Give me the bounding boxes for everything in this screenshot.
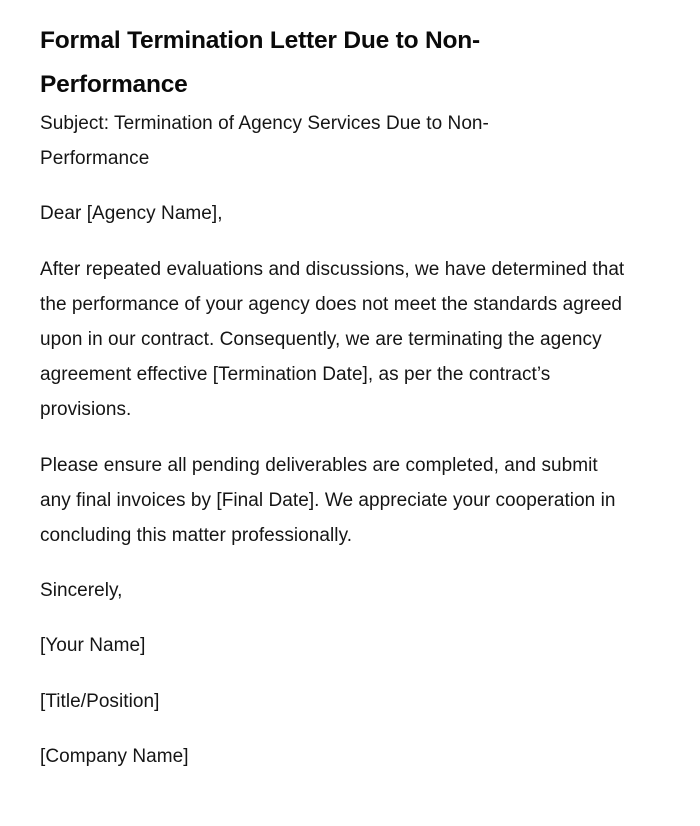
letter-salutation: Dear [Agency Name], <box>40 203 223 225</box>
signature-company: [Company Name] <box>40 745 189 767</box>
letter-body-paragraph-2: Please ensure all pending deliverables are completed, and submit any final invoices by [Final Date]. We appreciate your cooperation in concluding this matter professionally. <box>40 454 616 547</box>
signature-title: [Title/Position] <box>40 690 160 712</box>
signature-name: [Your Name] <box>40 635 146 657</box>
letter-closing: Sincerely, <box>40 580 123 602</box>
letter-subject: Subject: Termination of Agency Services Due to Non-Performance <box>40 113 489 170</box>
letter-body-paragraph-1: After repeated evaluations and discussions, we have determined that the performance of your agency does not meet the standards agreed upon in our contract. Consequently, we are terminating the agency agreement effective [Termination Date], as per the contract’s provisions. <box>40 258 625 421</box>
letter-title: Formal Termination Letter Due to Non-Performance <box>40 27 480 98</box>
